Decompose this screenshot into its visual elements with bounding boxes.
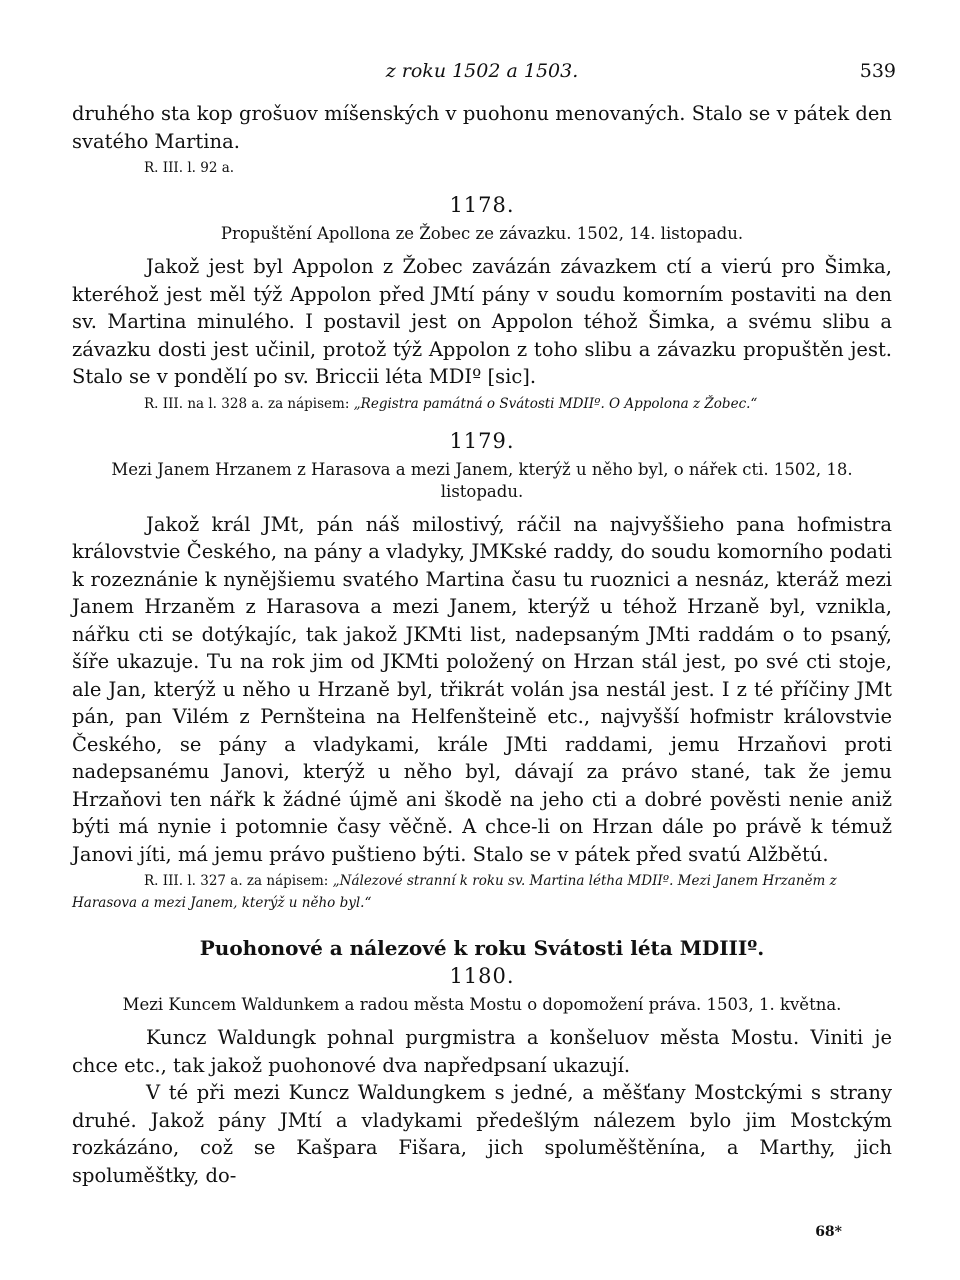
entry-heading: Propuštění Apollona ze Žobec ze závazku. 1502, 14. listopadu.: [220, 224, 744, 243]
page-number: 539: [859, 60, 896, 82]
signature-mark: 68*: [815, 1224, 842, 1240]
entry-number: 1179.: [449, 428, 515, 453]
entry-1178: [72, 193, 892, 415]
continued-text: druhého sta kop grošuov míšenských v puohonu menovaných. Stalo se v pátek den svatého Martina.: [72, 102, 892, 153]
entry-1180: [72, 964, 892, 1189]
running-title: z roku 1502 a 1503.: [385, 60, 579, 82]
source-prefix: R. III. na l. 328 a. za nápisem:: [144, 395, 350, 412]
entry-paragraph: V té při mezi Kuncz Waldungkem s jedné, a měšťany Mostckými s strany druhé. Jakož pány JMtí a vladykami předešlým nálezem bylo jim Mostckým rozkázáno, což se Kašpara Fišara, jich spoluměštěnína, a Marthy, jich spoluměštky, do-: [72, 1081, 892, 1187]
source-reference: [72, 393, 892, 415]
source-quote: „Nálezové stranní k roku sv. Martina létha MDIIº. Mezi Janem Hrzaněm z Harasova a mezi Janem, kterýž u něho byl.“: [72, 873, 837, 911]
entry-heading: Mezi Janem Hrzanem z Harasova a mezi Janem, kterýž u něho byl, o nářek cti. 1502, 18. listopadu.: [111, 459, 853, 501]
source-prefix: R. III. l. 327 a. za nápisem:: [144, 873, 329, 889]
entry-number: 1178.: [449, 193, 515, 217]
section-heading: Puohonové a nálezové k roku Svátosti léta MDIIIº.: [199, 936, 765, 960]
entry-text: Jakož jest byl Appolon z Žobec zavázán závazkem ctí a vierú pro Šimka, kteréhož jest měl týž Appolon před JMtí pány v soudu komorním postaviti na den sv. Martina minulého. I postavil jest on Appolon téhož Šimka, a svému slibu a závazku dosti jest učinil, protož týž Appolon z toho slibu a závazku propuštěn jest. Stalo se v pondělí po sv. Briccii léta MDIº [sic].: [72, 255, 892, 388]
entry-1179: [72, 429, 892, 915]
entry-text: Jakož král JMt, pán náš milostivý, ráčil na najvyššieho pana hofmistra královstvie Českého, na pány a vladyky, JMKské raddy, do soudu komorního podati k rozeznánie k nynějšiemu svatého Martina času tu ruoznici a nesnáz, kteráž mezi Janem Hrzaněm z Harasova a mezi Janem, kterýž u téhož Hrzaně byl, vznikla, nářku cti se dotýkajíc, tak jakož JKMti list, nadepsaným JMti raddám o to psaný, šíře ukazuje. Tu na rok jim od JKMti položený on Hrzan stál jest, po své cti stoje, ale Jan, kterýž u něho u Hrzaně byl, třikrát volán jsa nestál jest. I z té příčiny JMt pán, pan Vilém z Pernšteina na Helfenšteině etc., najvyšší hofmistr královstvie Českého, se pány a vladykami, krále JMti raddami, jemu Hrzaňovi proti nadepsanému Janovi, kterýž u něho byl, dávají za právo stané, tak že jemu Hrzaňovi ten nářk k žádné újmě ani škodě na jeho cti a dobré pověsti nenie aniž býti má nynie i potomnie časy věčně. A chce-li on Hrzan dále po právě k témuž Janovi jíti, má jemu právo puštieno býti. Stalo se v pátek před svatú Alžbětú.: [72, 512, 892, 866]
entry-paragraph: Kuncz Waldungk pohnal purgmistra a konšeluov města Mostu. Viniti je chce etc., tak jakož puohonové dva napředpsaní ukazují.: [72, 1026, 892, 1077]
source-reference: R. III. l. 92 a.: [144, 160, 235, 176]
entry-heading: Mezi Kuncem Waldunkem a radou města Mostu o dopomožení práva. 1503, 1. května.: [122, 995, 842, 1014]
source-quote: „Registra památná o Svátosti MDIIº. O Appolona z Žobec.“: [353, 395, 758, 412]
running-header: [72, 60, 896, 100]
entry-number: 1180.: [449, 964, 515, 988]
source-reference: [72, 870, 892, 914]
